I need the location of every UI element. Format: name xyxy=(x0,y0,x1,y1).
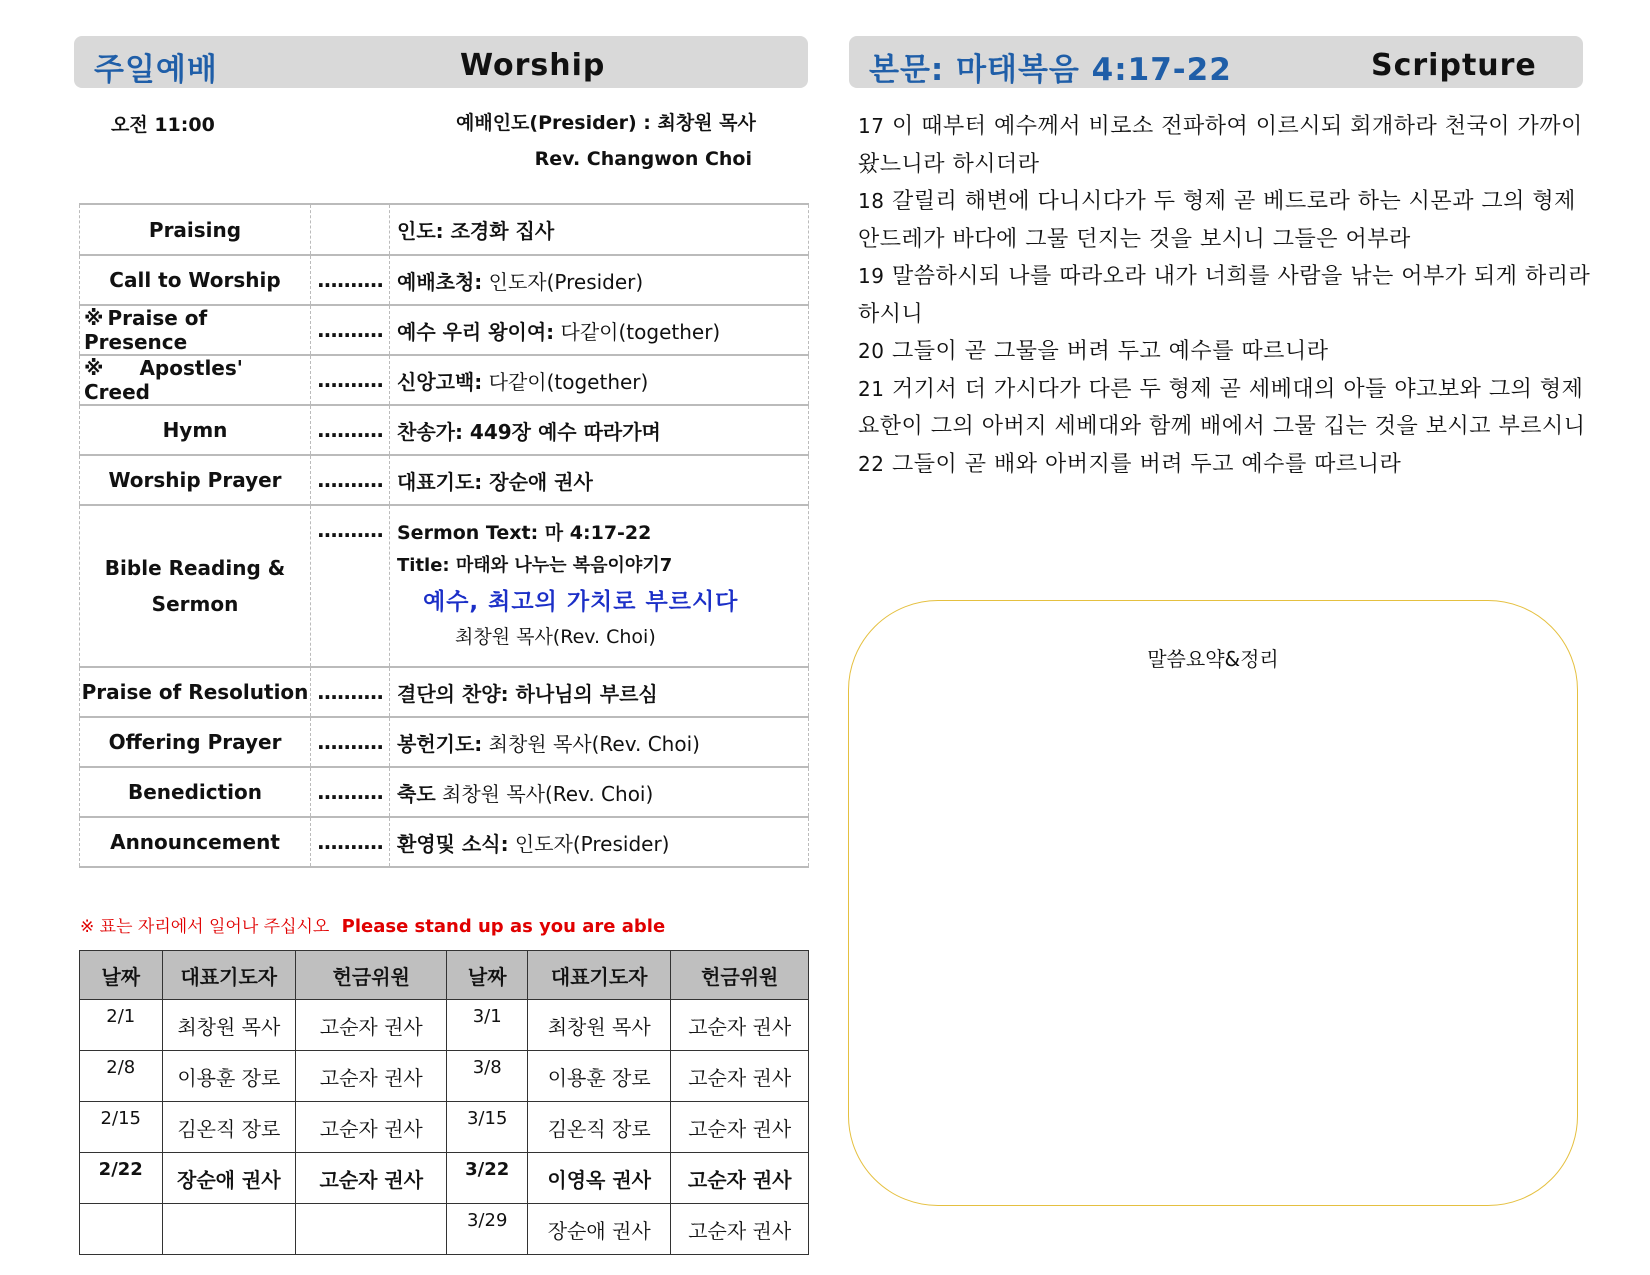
sermon-row xyxy=(80,505,809,667)
stand-note-ko: ※ 표는 자리에서 일어나 주십시오 xyxy=(80,917,330,937)
verse-number: 19 xyxy=(858,264,885,288)
order-item-name xyxy=(80,204,311,255)
scripture-header-en: Scripture xyxy=(1371,48,1537,83)
order-dots: .......... xyxy=(311,455,390,505)
stand-note xyxy=(80,912,665,937)
order-item-title: Praise of Presence xyxy=(84,306,208,354)
schedule-cell: 2/22 xyxy=(80,1153,163,1204)
order-item-name xyxy=(80,455,311,505)
order-item-value: 최창원 목사(Rev. Choi) xyxy=(482,731,700,756)
order-item-title: Offering Prayer xyxy=(108,730,282,754)
verse xyxy=(858,183,1598,258)
schedule-cell xyxy=(162,1204,296,1255)
order-item-detail xyxy=(390,455,809,505)
stand-note-en: Please stand up as you are able xyxy=(341,916,666,937)
order-dots: .......... xyxy=(311,667,390,717)
sermon-item-name xyxy=(80,505,311,667)
order-item-label: 인도: xyxy=(397,219,444,243)
schedule-header: 헌금위원 xyxy=(296,951,447,1000)
verse-number: 17 xyxy=(858,114,885,138)
order-item-detail xyxy=(390,767,809,817)
order-item-label: 대표기도: xyxy=(397,469,483,494)
verse xyxy=(858,333,1598,371)
order-of-worship xyxy=(79,203,809,868)
order-row xyxy=(80,667,809,717)
schedule-row xyxy=(80,1102,809,1153)
schedule-cell: 고순자 권사 xyxy=(671,1204,809,1255)
worship-header xyxy=(74,36,808,88)
sermon-name-line1: Bible Reading & xyxy=(104,556,286,580)
order-dots: .......... xyxy=(311,305,390,355)
order-item-title: Hymn xyxy=(162,418,228,442)
schedule-row xyxy=(80,1051,809,1102)
order-dots xyxy=(311,204,390,255)
sermon-title xyxy=(397,551,808,577)
order-item-title: Announcement xyxy=(110,830,280,854)
schedule-cell: 2/1 xyxy=(80,1000,163,1051)
sermon-main-title: 예수, 최고의 가치로 부르시다 xyxy=(423,589,739,615)
order-item-detail xyxy=(390,255,809,305)
verse-text: 그들이 곧 배와 아버지를 버려 두고 예수를 따르니라 xyxy=(884,451,1402,477)
schedule-row xyxy=(80,1153,809,1204)
order-dots: .......... xyxy=(311,255,390,305)
schedule-cell: 최창원 목사 xyxy=(162,1000,296,1051)
order-row xyxy=(80,355,809,405)
order-item-label: 찬송가: xyxy=(397,419,463,444)
schedule-cell: 3/8 xyxy=(447,1051,528,1102)
schedule-header: 날짜 xyxy=(80,951,163,1000)
schedule-cell: 고순자 권사 xyxy=(671,1000,809,1051)
order-row xyxy=(80,455,809,505)
order-dots: .......... xyxy=(311,355,390,405)
order-item-value: 449장 예수 따라가며 xyxy=(462,419,661,444)
order-item-value: 최창원 목사(Rev. Choi) xyxy=(435,781,654,806)
order-row xyxy=(80,405,809,455)
verse-text: 그들이 곧 그물을 버려 두고 예수를 따르니라 xyxy=(884,339,1329,364)
order-item-name xyxy=(80,667,311,717)
verse xyxy=(858,371,1598,446)
verse-number: 18 xyxy=(858,189,885,213)
schedule-header: 대표기도자 xyxy=(162,951,296,1000)
presider-english: Rev. Changwon Choi xyxy=(534,148,752,170)
order-item-label: 결단의 찬양: xyxy=(397,681,509,706)
sermon-text: Sermon Text: 마 4:17-22 xyxy=(397,522,652,544)
schedule-cell: 이용훈 장로 xyxy=(162,1051,296,1102)
order-item-detail xyxy=(390,405,809,455)
schedule-cell: 이용훈 장로 xyxy=(527,1051,670,1102)
sermon-name-line2: Sermon xyxy=(151,592,239,616)
stand-mark: ※ xyxy=(84,306,104,330)
schedule-row xyxy=(80,1000,809,1051)
order-dots: .......... xyxy=(311,817,390,867)
order-row xyxy=(80,305,809,355)
order-item-title: Praise of Resolution xyxy=(81,680,309,704)
order-item-label: 예수 우리 왕이여: xyxy=(397,319,555,344)
order-item-value: 하나님의 부르심 xyxy=(508,681,658,706)
order-item-detail xyxy=(390,204,809,255)
order-item-value: 장순애 권사 xyxy=(482,469,593,494)
sermon-detail xyxy=(390,505,809,667)
worship-header-ko: 주일예배 xyxy=(94,52,218,88)
order-row xyxy=(80,717,809,767)
order-item-name xyxy=(80,767,311,817)
order-item-value: 인도자(Presider) xyxy=(508,831,670,856)
service-time: 오전 11:00 xyxy=(111,114,215,136)
verse-number: 21 xyxy=(858,376,885,401)
order-item-value: 조경화 집사 xyxy=(443,219,555,243)
schedule-cell: 고순자 권사 xyxy=(671,1051,809,1102)
sermon-notes-box xyxy=(848,600,1578,1206)
order-item-name xyxy=(80,255,311,305)
schedule-cell: 3/15 xyxy=(447,1102,528,1153)
schedule-cell: 2/15 xyxy=(80,1102,163,1153)
schedule-cell: 2/8 xyxy=(80,1051,163,1102)
schedule-header: 날짜 xyxy=(447,951,528,1000)
order-item-value: 다같이(together) xyxy=(482,369,649,394)
order-row xyxy=(80,204,809,255)
verse-text: 갈릴리 해변에 다니시다가 두 형제 곧 베드로라 하는 시몬과 그의 형제 안드레가 바다에 그물 던지는 것을 보시니 그들은 어부라 xyxy=(858,189,1576,252)
order-item-name xyxy=(80,305,311,355)
order-item-detail xyxy=(390,305,809,355)
order-item-label: 봉헌기도: xyxy=(397,731,483,756)
worship-header-en: Worship xyxy=(460,48,606,83)
schedule-cell: 고순자 권사 xyxy=(671,1102,809,1153)
order-dots: .......... xyxy=(311,767,390,817)
schedule-cell: 고순자 권사 xyxy=(296,1000,447,1051)
schedule-cell: 이영옥 권사 xyxy=(527,1153,670,1204)
order-item-detail xyxy=(390,355,809,405)
order-row xyxy=(80,255,809,305)
schedule-cell: 김온직 장로 xyxy=(162,1102,296,1153)
verse xyxy=(858,108,1598,183)
order-item-detail xyxy=(390,667,809,717)
scripture-header-ko: 본문: 마태복음 4:17-22 xyxy=(869,52,1232,88)
prayer-offering-schedule xyxy=(79,950,809,1255)
sermon-preacher: 최창원 목사(Rev. Choi) xyxy=(455,626,656,648)
order-row xyxy=(80,767,809,817)
order-item-detail xyxy=(390,817,809,867)
stand-mark: ※ xyxy=(84,356,104,380)
schedule-cell: 장순애 권사 xyxy=(162,1153,296,1204)
order-item-title: Worship Prayer xyxy=(108,468,282,492)
verse-text: 거기서 더 가시다가 다른 두 형제 곧 세베대의 아들 야고보와 그의 형제 요한이 그의 아버지 세베대와 함께 배에서 그물 깁는 것을 보시고 부르시니 xyxy=(858,376,1586,439)
sermon-title-value: 마태와 나누는 복음이야기7 xyxy=(449,555,673,576)
schedule-cell: 3/1 xyxy=(447,1000,528,1051)
order-item-name xyxy=(80,717,311,767)
sermon-title-label: Title: xyxy=(397,555,450,576)
schedule-cell: 김온직 장로 xyxy=(527,1102,670,1153)
scripture-text xyxy=(858,108,1598,483)
order-item-name xyxy=(80,355,311,405)
schedule-cell xyxy=(80,1204,163,1255)
verse-number: 20 xyxy=(858,339,885,363)
sermon-notes-label: 말씀요약&정리 xyxy=(1147,647,1279,671)
order-item-detail xyxy=(390,717,809,767)
order-item-label: 신앙고백: xyxy=(397,369,483,394)
order-item-name xyxy=(80,405,311,455)
order-item-label: 환영및 소식: xyxy=(397,831,509,856)
schedule-row xyxy=(80,1204,809,1255)
order-item-title: Apostles' Creed xyxy=(84,356,243,404)
verse-number: 22 xyxy=(858,451,885,476)
schedule-cell: 고순자 권사 xyxy=(671,1153,809,1204)
schedule-cell: 고순자 권사 xyxy=(296,1051,447,1102)
order-row xyxy=(80,817,809,867)
order-item-value: 인도자(Presider) xyxy=(482,269,644,294)
order-item-value: 다같이(together) xyxy=(554,319,721,344)
schedule-cell: 최창원 목사 xyxy=(527,1000,670,1051)
order-item-label: 축도 xyxy=(397,781,436,806)
schedule-cell: 3/29 xyxy=(447,1204,528,1255)
order-item-label: 예배초청: xyxy=(397,269,483,294)
scripture-header xyxy=(849,36,1583,88)
schedule-cell: 고순자 권사 xyxy=(296,1102,447,1153)
order-dots: .......... xyxy=(311,717,390,767)
order-dots: .......... xyxy=(311,405,390,455)
order-item-title: Praising xyxy=(148,217,242,242)
schedule-cell: 장순애 권사 xyxy=(527,1204,670,1255)
verse xyxy=(858,258,1598,333)
schedule-cell: 고순자 권사 xyxy=(296,1153,447,1204)
order-item-title: Call to Worship xyxy=(109,268,281,292)
sermon-dots: .......... xyxy=(311,505,390,667)
schedule-header: 대표기도자 xyxy=(527,951,670,1000)
order-item-title: Benediction xyxy=(127,780,263,804)
schedule-cell xyxy=(296,1204,447,1255)
verse-text: 말씀하시되 나를 따라오라 내가 너희를 사람을 낚는 어부가 되게 하리라 하시니 xyxy=(858,264,1591,327)
schedule-header: 헌금위원 xyxy=(671,951,809,1000)
order-item-name xyxy=(80,817,311,867)
verse xyxy=(858,446,1598,484)
presider: 예배인도(Presider) : 최창원 목사 xyxy=(456,112,756,134)
schedule-cell: 3/22 xyxy=(447,1153,528,1204)
verse-text: 이 때부터 예수께서 비로소 전파하여 이르시되 회개하라 천국이 가까이 왔느니라 하시더라 xyxy=(858,114,1583,177)
